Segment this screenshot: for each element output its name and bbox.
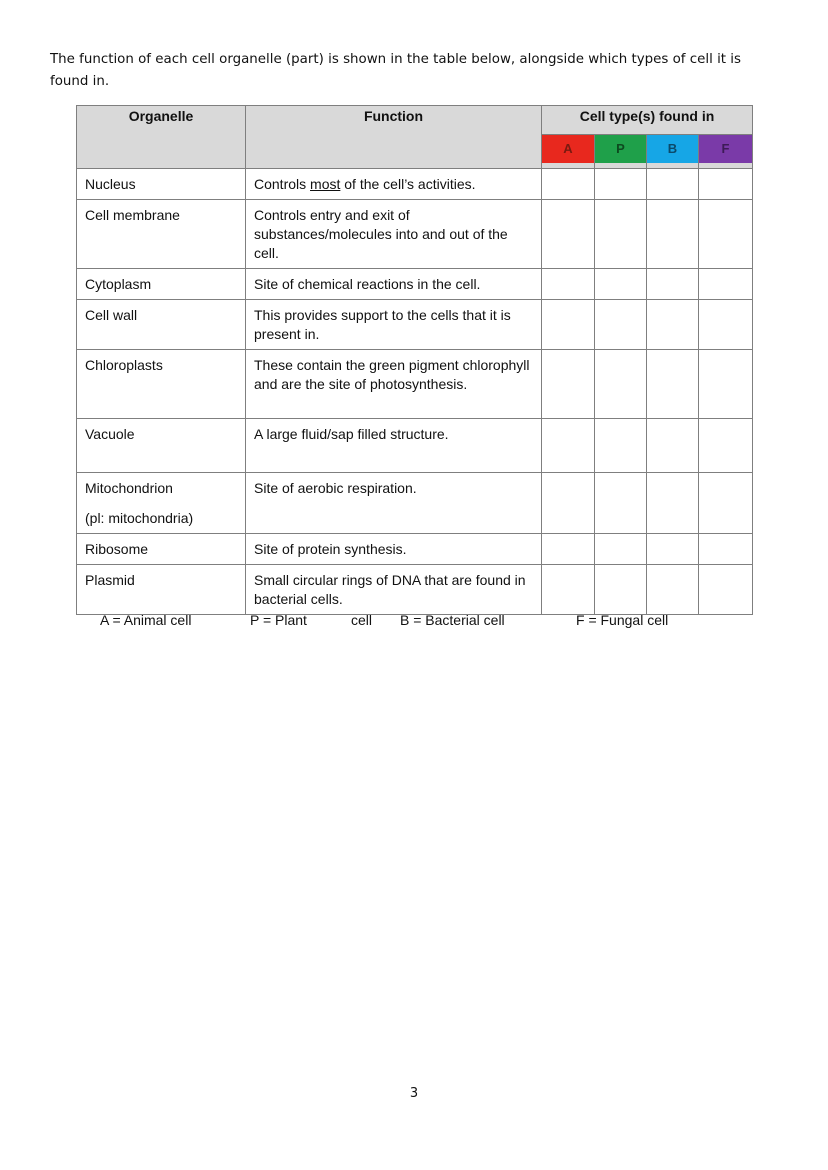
table-row bbox=[77, 473, 753, 534]
legend-plant: P = Plant bbox=[250, 612, 307, 628]
organelle-name: Cytoplasm bbox=[85, 276, 152, 292]
organelle-plural-note: (pl: mitochondria) bbox=[85, 510, 194, 526]
answer-cell-a[interactable] bbox=[542, 300, 595, 350]
answer-cell-a[interactable] bbox=[542, 565, 595, 615]
organelle-table bbox=[76, 105, 753, 615]
answer-cell-f[interactable] bbox=[699, 473, 753, 534]
answer-cell-f[interactable] bbox=[699, 350, 753, 419]
legend-animal: A = Animal cell bbox=[100, 612, 192, 628]
answer-cell-f[interactable] bbox=[699, 269, 753, 300]
organelle-name: Mitochondrion (pl: mitochondria) bbox=[77, 473, 245, 528]
answer-cell-f[interactable] bbox=[699, 300, 753, 350]
answer-cell-b[interactable] bbox=[647, 534, 699, 565]
answer-cell-p[interactable] bbox=[595, 419, 647, 473]
answer-cell-p[interactable] bbox=[595, 300, 647, 350]
answer-cell-f[interactable] bbox=[699, 419, 753, 473]
organelle-function: Small circular rings of DNA that are found in bacterial cells. bbox=[254, 572, 526, 607]
answer-cell-p[interactable] bbox=[595, 350, 647, 419]
table-row bbox=[77, 269, 753, 300]
table-row bbox=[77, 169, 753, 200]
header-cell-types: Cell type(s) found in bbox=[542, 106, 753, 135]
answer-cell-a[interactable] bbox=[542, 419, 595, 473]
intro-text: The function of each cell organelle (part) is shown in the table below, alongside which types of cell it is found in. bbox=[50, 52, 742, 89]
organelle-function: A large fluid/sap filled structure. bbox=[254, 426, 449, 442]
organelle-function: These contain the green pigment chlorophyll and are the site of photosynthesis. bbox=[254, 357, 530, 392]
legend-plant-cell: cell bbox=[351, 612, 373, 628]
answer-cell-a[interactable] bbox=[542, 473, 595, 534]
page-number: 3 bbox=[409, 1086, 419, 1101]
legend-fungal: F = Fungal cell bbox=[576, 612, 669, 628]
organelle-function: Controls most of the cell’s activities. bbox=[254, 176, 476, 192]
answer-cell-f[interactable] bbox=[699, 534, 753, 565]
answer-cell-b[interactable] bbox=[647, 200, 699, 269]
answer-cell-a[interactable] bbox=[542, 269, 595, 300]
organelle-name: Chloroplasts bbox=[85, 357, 163, 373]
answer-cell-p[interactable] bbox=[595, 473, 647, 534]
organelle-name: Nucleus bbox=[85, 176, 136, 192]
organelle-function: Site of chemical reactions in the cell. bbox=[254, 276, 481, 292]
swatch-plant: P bbox=[595, 135, 646, 163]
organelle-name: Ribosome bbox=[85, 541, 149, 557]
answer-cell-p[interactable] bbox=[595, 200, 647, 269]
answer-cell-p[interactable] bbox=[595, 169, 647, 200]
answer-cell-b[interactable] bbox=[647, 473, 699, 534]
organelle-name: Vacuole bbox=[85, 426, 135, 442]
answer-cell-a[interactable] bbox=[542, 169, 595, 200]
legend-bacterial: B = Bacterial cell bbox=[400, 612, 505, 628]
answer-cell-b[interactable] bbox=[647, 169, 699, 200]
table-row bbox=[77, 419, 753, 473]
swatch-fungal: F bbox=[699, 135, 752, 163]
table-row bbox=[77, 350, 753, 419]
answer-cell-b[interactable] bbox=[647, 300, 699, 350]
organelle-name: Cell membrane bbox=[85, 207, 180, 223]
swatch-animal: A bbox=[542, 135, 594, 163]
answer-cell-b[interactable] bbox=[647, 565, 699, 615]
organelle-function: Site of protein synthesis. bbox=[254, 541, 407, 557]
swatch-bacterial: B bbox=[647, 135, 698, 163]
table-row bbox=[77, 565, 753, 615]
answer-cell-a[interactable] bbox=[542, 534, 595, 565]
organelle-name: Plasmid bbox=[85, 572, 135, 588]
cell-type-legend bbox=[76, 612, 752, 632]
answer-cell-p[interactable] bbox=[595, 534, 647, 565]
answer-cell-p[interactable] bbox=[595, 565, 647, 615]
answer-cell-b[interactable] bbox=[647, 269, 699, 300]
answer-cell-f[interactable] bbox=[699, 169, 753, 200]
organelle-function: Site of aerobic respiration. bbox=[254, 480, 417, 496]
answer-cell-a[interactable] bbox=[542, 200, 595, 269]
table-row bbox=[77, 300, 753, 350]
header-function: Function bbox=[246, 106, 542, 169]
table-row bbox=[77, 200, 753, 269]
answer-cell-p[interactable] bbox=[595, 269, 647, 300]
answer-cell-f[interactable] bbox=[699, 565, 753, 615]
answer-cell-b[interactable] bbox=[647, 350, 699, 419]
answer-cell-f[interactable] bbox=[699, 200, 753, 269]
answer-cell-a[interactable] bbox=[542, 350, 595, 419]
header-organelle: Organelle bbox=[77, 106, 246, 169]
organelle-function: Controls entry and exit of substances/molecules into and out of the cell. bbox=[254, 207, 508, 261]
answer-cell-b[interactable] bbox=[647, 419, 699, 473]
table-row bbox=[77, 534, 753, 565]
organelle-name: Cell wall bbox=[85, 307, 138, 323]
organelle-function: This provides support to the cells that it is present in. bbox=[254, 307, 511, 342]
